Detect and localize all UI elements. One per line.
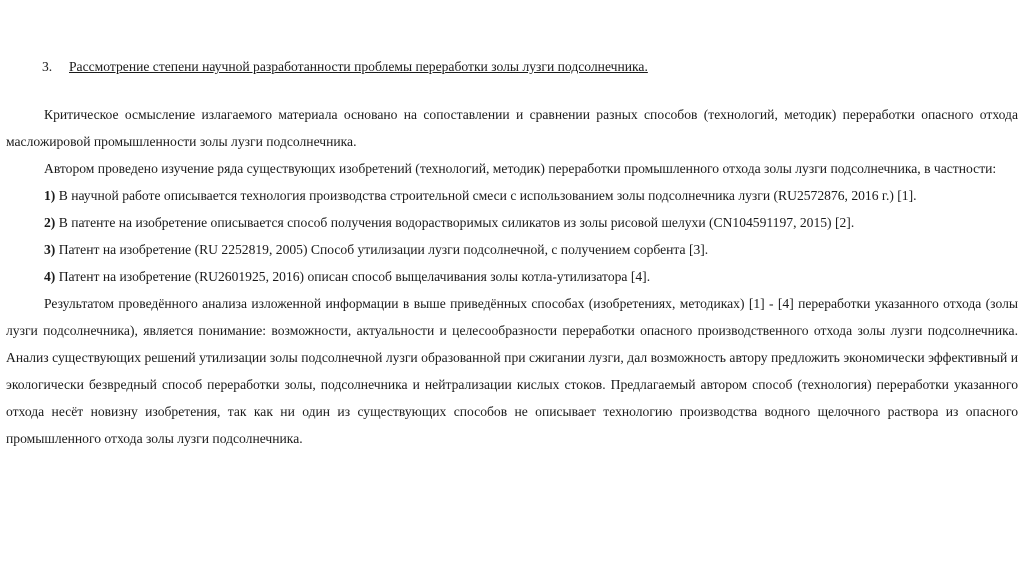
section-title: Рассмотрение степени научной разработанности проблемы переработки золы лузги подсолнечника.	[69, 59, 648, 74]
list-item-text: Патент на изобретение (RU 2252819, 2005) Способ утилизации лузги подсолнечной, с получением сорбента [3].	[55, 242, 709, 257]
list-item-text: Патент на изобретение (RU2601925, 2016) описан способ выщелачивания золы котла-утилизатора [4].	[55, 269, 651, 284]
paragraph-study: Автором проведено изучение ряда существующих изобретений (технологий, методик) переработки промышленного отхода золы лузги подсолнечника, в частности:	[44, 161, 997, 176]
list-item	[6, 182, 1018, 209]
list-item	[6, 209, 1018, 236]
section-number: 3.	[42, 59, 53, 74]
list-item	[6, 263, 1018, 290]
document-page	[6, 56, 1018, 452]
list-item-text: В патенте на изобретение описывается способ получения водорастворимых силикатов из золы рисовой шелухи (CN104591197, 2015) [2].	[55, 215, 855, 230]
paragraph-intro: Критическое осмысление излагаемого материала основано на сопоставлении и сравнении разных способов (технологий, методик) переработки опасного отхода масложировой промышленности золы лузги подсолнечника.	[6, 107, 1018, 149]
list-item-marker: 4)	[44, 269, 56, 284]
list-item-marker: 1)	[44, 188, 56, 203]
list-item-text: В научной работе описывается технология производства строительной смеси с использованием золы подсолнечника лузги (RU2572876, 2016 г.) [1].	[55, 188, 917, 203]
list-item	[6, 236, 1018, 263]
paragraph-conclusion: Результатом проведённого анализа изложенной информации в выше приведённых способах (изобретениях, методиках) [1] - [4] переработки указанного отхода (золы лузги подсолнечника), является понимание: возможности, актуальности и целесообразности переработки опасного производственного отхода золы лузги подсолнечника. Анализ существующих решений утилизации золы подсолнечной лузги образованной при сжигании лузги, дал возможность автору предложить экономически эффективный и экологически безвредный способ переработки золы, подсолнечника и нейтрализации кислых стоков. Предлагаемый автором способ (технология) переработки указанного отхода несёт новизну изобретения, так как ни один из существующих способов не описывает технологию производства водного щелочного раствора из опасного промышленного отхода золы лузги подсолнечника.	[6, 296, 1018, 446]
section-heading	[42, 56, 1018, 78]
list-item-marker: 3)	[44, 242, 56, 257]
list-item-marker: 2)	[44, 215, 56, 230]
